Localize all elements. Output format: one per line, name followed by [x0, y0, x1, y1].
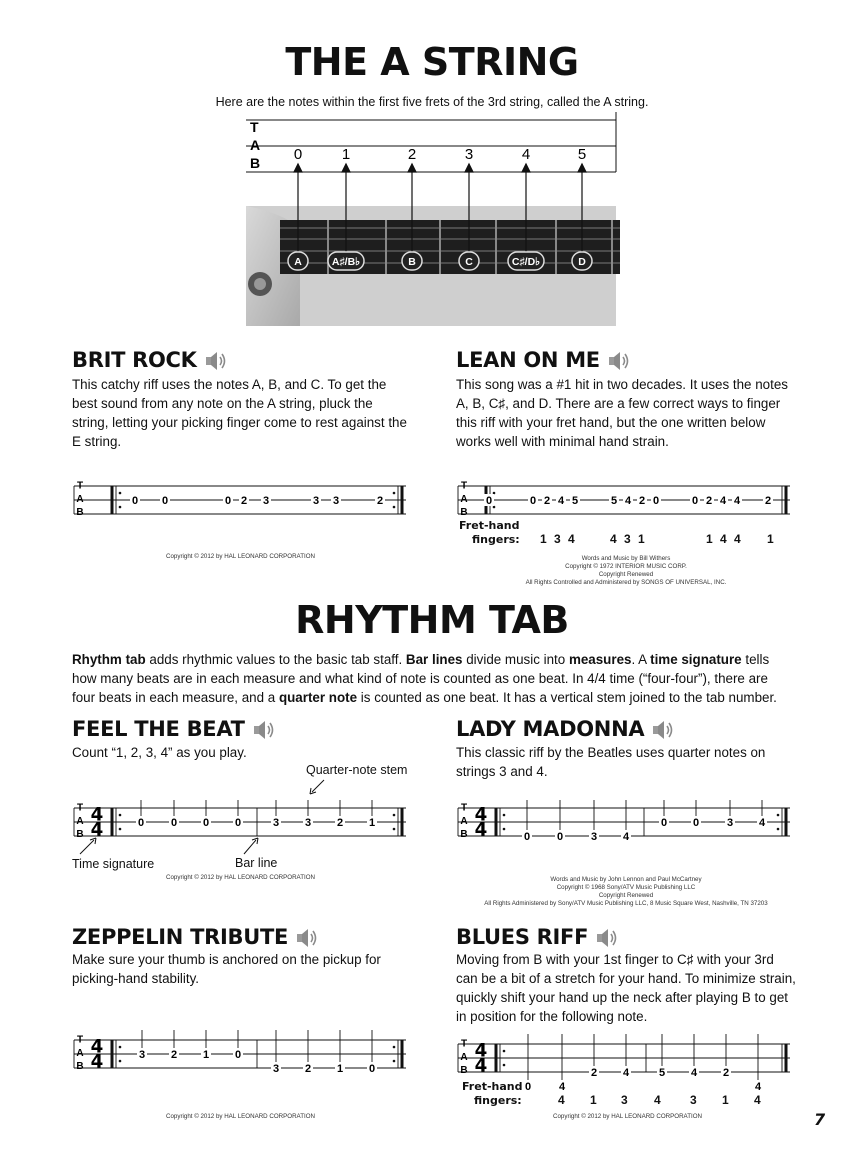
lean-on-me-title-text: LEAN ON ME — [456, 348, 600, 372]
blues-fingering-number: 4 — [654, 1093, 663, 1107]
rhythm-tab-paragraph — [72, 650, 794, 707]
tab-number: 4 — [754, 1081, 762, 1093]
note-badge-label: A♯/B♭ — [331, 256, 361, 268]
tab-number: 0 — [202, 817, 210, 829]
tab-number: 3 — [590, 831, 598, 843]
tab-number: 4 — [558, 1081, 566, 1093]
zeppelin-tribute-tab — [72, 1026, 412, 1082]
tab-letter: A — [460, 1051, 468, 1063]
blues-fingering-number: 1 — [590, 1093, 599, 1107]
tab-number: 1 — [202, 1049, 210, 1061]
repeat-dot — [119, 814, 122, 817]
blues-fingering-number: 1 — [722, 1093, 731, 1107]
tab-number: 5 — [571, 495, 579, 507]
tab-number: 2 — [764, 495, 772, 507]
fret-number: 2 — [407, 146, 417, 163]
tab-letter: A — [76, 493, 84, 505]
tab-number: 0 — [524, 1081, 532, 1093]
blues-riff-title — [456, 925, 618, 949]
blues-riff-copyright: Copyright © 2012 by HAL LEONARD CORPORATION — [553, 1113, 702, 1120]
speaker-icon[interactable] — [205, 350, 227, 372]
tab-number: 4 — [758, 817, 766, 829]
arrow-head — [578, 164, 586, 172]
repeat-dot — [393, 506, 396, 509]
fretboard-diagram — [240, 112, 620, 326]
tab-number: 2 — [170, 1049, 178, 1061]
tab-number: 0 — [529, 495, 537, 507]
repeat-dot — [393, 1060, 396, 1063]
lady-madonna-title-text: LADY MADONNA — [456, 717, 645, 741]
fret-number: 1 — [341, 146, 351, 163]
bold-term: time signature — [650, 652, 742, 667]
speaker-icon[interactable] — [296, 927, 318, 949]
blues-fret-hand-label: Fret-hand — [462, 1080, 523, 1093]
blues-fingering-number: 4 — [558, 1093, 567, 1107]
repeat-dot — [503, 1050, 506, 1053]
tab-letter: A — [460, 493, 468, 505]
credit-line: Copyright Renewed — [598, 571, 654, 578]
arrow-head — [408, 164, 416, 172]
tab-number: 4 — [624, 495, 632, 507]
tab-number: 0 — [224, 495, 232, 507]
tab-letter: A — [460, 815, 468, 827]
tab-number: 2 — [543, 495, 551, 507]
brit-rock-desc: This catchy riff uses the notes A, B, and C. To get the best sound from any note on the A string, pluck the string, letting your picking finger come to rest against the E string. — [72, 377, 407, 449]
lean-on-me-credits — [456, 555, 796, 587]
repeat-dot — [119, 506, 122, 509]
tab-letter: T — [76, 480, 84, 492]
brit-rock-copyright: Copyright © 2012 by HAL LEONARD CORPORATION — [166, 553, 315, 560]
tab-number: 2 — [722, 1067, 730, 1079]
arrow-head — [465, 164, 473, 172]
blues-fingers-label: fingers: — [474, 1094, 522, 1107]
tab-number: 3 — [312, 495, 320, 507]
fret-number: 3 — [464, 146, 474, 163]
credit-line: Copyright Renewed — [598, 892, 654, 899]
tab-letter-b: B — [250, 155, 261, 171]
repeat-dot — [393, 1046, 396, 1049]
lady-madonna-credits — [456, 876, 796, 908]
page-title: THE A STRING — [285, 40, 579, 84]
fret-number: 5 — [577, 146, 587, 163]
tab-number: 1 — [336, 1063, 344, 1075]
repeat-dot — [503, 1064, 506, 1067]
blues-riff-desc: Moving from B with your 1st finger to C♯ with your 3rd can be a bit of a stretch for your hand. To minimize strain, quickly shift your hand up the neck after playing B to get in position for the following note. — [456, 952, 796, 1024]
zeppelin-tribute-copyright: Copyright © 2012 by HAL LEONARD CORPORATION — [166, 1113, 315, 1120]
tab-number: 2 — [304, 1063, 312, 1075]
note-badge-label: C — [465, 256, 473, 268]
bold-term: measures — [568, 652, 632, 667]
tab-number: 4 — [690, 1067, 698, 1079]
tab-number: 0 — [161, 495, 169, 507]
lean-fingering-2: 4 3 1 — [610, 532, 647, 546]
tab-letter: T — [460, 1038, 468, 1050]
repeat-dot — [777, 814, 780, 817]
paragraph-text: adds rhythmic values to the basic tab staff. — [145, 652, 406, 667]
fret-number: 0 — [293, 146, 303, 163]
tab-number: 0 — [660, 817, 668, 829]
repeat-dot — [493, 492, 496, 495]
arrow-head — [342, 164, 350, 172]
zeppelin-tribute-title-text: ZEPPELIN TRIBUTE — [72, 925, 289, 949]
tab-number: 0 — [523, 831, 531, 843]
tab-letter: B — [460, 1065, 468, 1077]
speaker-icon[interactable] — [608, 350, 630, 372]
time-signature-label: Time signature — [72, 857, 155, 871]
blues-fingering-number: 4 — [754, 1093, 763, 1107]
tab-letter: B — [460, 829, 468, 841]
lady-madonna-title — [456, 717, 674, 741]
time-signature-digit: 4 — [474, 819, 488, 841]
fret-number: 4 — [521, 146, 531, 163]
tab-number: 2 — [240, 495, 248, 507]
paragraph-text: . A — [631, 652, 651, 667]
repeat-dot — [393, 814, 396, 817]
tab-letter: B — [76, 507, 84, 519]
timesig-pointer-arrow — [74, 838, 104, 856]
lean-on-me-tab — [456, 478, 796, 522]
rhythm-tab-title: RHYTHM TAB — [295, 598, 569, 642]
tab-letter: B — [76, 829, 84, 841]
brit-rock-title-text: BRIT ROCK — [72, 348, 197, 372]
repeat-dot — [119, 1046, 122, 1049]
feel-the-beat-desc: Count “1, 2, 3, 4” as you play. — [72, 745, 247, 760]
tab-number: 0 — [234, 817, 242, 829]
bold-term: Bar lines — [405, 652, 463, 667]
time-signature-digit: 4 — [90, 1036, 104, 1058]
lean-on-me-desc: This song was a #1 hit in two decades. It uses the notes A, B, C♯, and D. There are a few correct ways to finger this riff with your fret hand, but the one written below works well with minimal hand strain. — [456, 377, 788, 449]
repeat-dot — [393, 828, 396, 831]
zeppelin-tribute-title — [72, 925, 318, 949]
tab-number: 2 — [336, 817, 344, 829]
zeppelin-tribute-desc: Make sure your thumb is anchored on the pickup for picking-hand stability. — [72, 952, 381, 986]
tab-number: 0 — [556, 831, 564, 843]
time-signature-digit: 4 — [474, 804, 488, 826]
lady-madonna-tab — [456, 800, 796, 844]
tab-number: 4 — [733, 495, 741, 507]
time-signature-digit: 4 — [474, 1055, 488, 1077]
tab-number: 0 — [485, 495, 493, 507]
tab-letter: T — [460, 480, 468, 492]
tab-number: 3 — [138, 1049, 146, 1061]
repeat-dot — [493, 506, 496, 509]
brit-rock-title — [72, 348, 227, 372]
bold-term: Rhythm tab — [72, 652, 146, 667]
time-signature-digit: 4 — [90, 804, 104, 826]
lean-fingering-4: 1 — [767, 532, 776, 546]
bar-line-label: Bar line — [235, 856, 278, 870]
repeat-dot — [503, 814, 506, 817]
tab-number: 5 — [658, 1067, 666, 1079]
note-badge-label: D — [578, 256, 586, 268]
tab-letter-t: T — [250, 119, 259, 135]
tab-number: 2 — [705, 495, 713, 507]
repeat-dot — [503, 828, 506, 831]
credit-line: Copyright © 1972 INTERIOR MUSIC CORP. — [565, 563, 687, 570]
tab-letter-a: A — [250, 137, 261, 153]
lean-fingering-1: 1 3 4 — [540, 532, 577, 546]
quarter-note-stem-label: Quarter-note stem — [306, 763, 408, 777]
tab-number: 4 — [557, 495, 565, 507]
tab-number: 3 — [272, 1063, 280, 1075]
time-signature-digit: 4 — [90, 1051, 104, 1073]
tab-number: 3 — [272, 817, 280, 829]
lady-madonna-desc: This classic riff by the Beatles uses quarter notes on strings 3 and 4. — [456, 745, 766, 779]
paragraph-text: tells how many beats are in each measure and what kind of note is counted as one beat. In 4/4 time (“four-four”), there are four beats in each measure, and a — [72, 652, 770, 705]
lean-fingering-3: 1 4 4 — [706, 532, 743, 546]
note-badge-label: A — [294, 256, 302, 268]
arrow-head — [294, 164, 302, 172]
blues-fingering-number: 3 — [621, 1093, 630, 1107]
tab-number: 4 — [622, 1067, 630, 1079]
tab-letter: A — [76, 815, 84, 827]
repeat-dot — [777, 828, 780, 831]
tab-number: 0 — [234, 1049, 242, 1061]
speaker-icon[interactable] — [652, 719, 674, 741]
tab-number: 5 — [610, 495, 618, 507]
credit-line: Words and Music by Bill Withers — [581, 555, 671, 562]
lean-on-me-title — [456, 348, 630, 372]
tab-number: 0 — [170, 817, 178, 829]
tab-number: 1 — [368, 817, 376, 829]
tab-letter: A — [76, 1047, 84, 1059]
brit-rock-tab — [72, 478, 412, 522]
tab-letter: T — [460, 802, 468, 814]
feel-the-beat-title — [72, 717, 275, 741]
repeat-dot — [119, 1060, 122, 1063]
credit-line: Words and Music by John Lennon and Paul McCartney — [550, 876, 702, 883]
tab-number: 3 — [332, 495, 340, 507]
time-signature-digit: 4 — [474, 1040, 488, 1062]
tab-letter: B — [460, 507, 468, 519]
tab-number: 4 — [719, 495, 727, 507]
tab-letter: T — [76, 802, 84, 814]
tab-number: 3 — [304, 817, 312, 829]
tab-number: 3 — [726, 817, 734, 829]
tab-number: 0 — [691, 495, 699, 507]
lean-fret-hand-label: Fret-hand — [459, 519, 520, 532]
tab-number: 0 — [368, 1063, 376, 1075]
repeat-dot — [119, 492, 122, 495]
lean-fingers-label: fingers: — [472, 533, 520, 546]
bold-term: quarter note — [278, 690, 358, 705]
paragraph-text: is counted as one beat. It has a vertical stem joined to the tab number. — [357, 690, 777, 705]
tab-number: 0 — [652, 495, 660, 507]
blues-riff-title-text: BLUES RIFF — [456, 925, 589, 949]
tab-number: 0 — [692, 817, 700, 829]
tab-letter: B — [76, 1061, 84, 1073]
tab-number: 2 — [376, 495, 384, 507]
blues-fingering-number: 3 — [690, 1093, 699, 1107]
credit-line: All Rights Administered by Sony/ATV Music Publishing LLC, 8 Music Square West, Nashville, TN 37203 — [484, 900, 768, 907]
page-number: 7 — [814, 1110, 826, 1129]
repeat-dot — [119, 828, 122, 831]
speaker-icon[interactable] — [596, 927, 618, 949]
tab-letter: T — [76, 1034, 84, 1046]
tab-number: 2 — [590, 1067, 598, 1079]
feel-the-beat-copyright: Copyright © 2012 by HAL LEONARD CORPORATION — [166, 874, 315, 881]
speaker-icon[interactable] — [253, 719, 275, 741]
note-badge-label: B — [408, 256, 416, 268]
tab-number: 3 — [262, 495, 270, 507]
time-signature-digit: 4 — [90, 819, 104, 841]
tab-number: 0 — [131, 495, 139, 507]
feel-the-beat-title-text: FEEL THE BEAT — [72, 717, 245, 741]
paragraph-text: divide music into — [462, 652, 569, 667]
tab-number: 4 — [622, 831, 630, 843]
repeat-dot — [393, 492, 396, 495]
a-string-tab-staff — [246, 112, 616, 172]
arrow-head — [522, 164, 530, 172]
a-string-intro: Here are the notes within the first five frets of the 3rd string, called the A string. — [215, 95, 649, 109]
credit-line: Copyright © 1968 Sony/ATV Music Publishing LLC — [556, 884, 696, 891]
stem-pointer-arrow — [300, 778, 330, 798]
tab-number: 2 — [638, 495, 646, 507]
note-badge-label: C♯/D♭ — [511, 256, 541, 268]
tab-number: 0 — [137, 817, 145, 829]
credit-line: All Rights Controlled and Administered by SONGS OF UNIVERSAL, INC. — [525, 579, 727, 586]
